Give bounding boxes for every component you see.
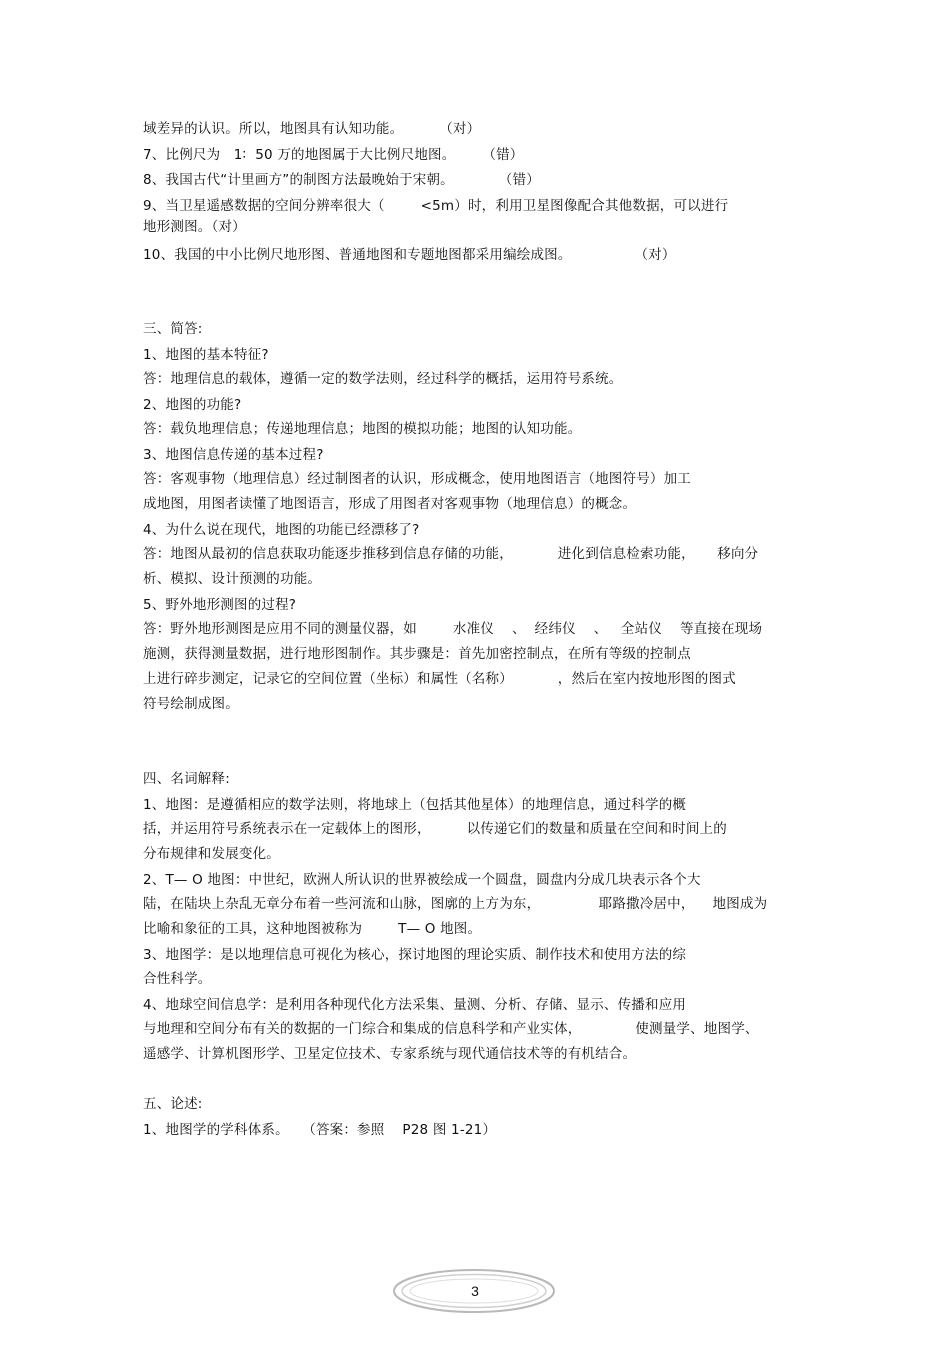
answer: 成地图，用图者读懂了地图语言，形成了用图者对客观事物（地理信息）的概念。 (143, 496, 637, 512)
section-heading: 四、名词解释: (143, 771, 230, 787)
answer: 答：地理信息的载体，遵循一定的数学法则，经过科学的概括，运用符号系统。 (143, 371, 623, 387)
text-line: 10、我国的中小比例尺地形图、普通地图和专题地图都采用编绘成图。 （对） (143, 247, 676, 263)
answer: 答：客观事物（地理信息）经过制图者的认识，形成概念，使用地图语言（地图符号）加工 (143, 471, 691, 487)
text-line: 8、我国古代“计里画方”的制图方法最晚始于宋朝。 （错） (143, 172, 540, 188)
term-definition: 陆，在陆块上杂乱无章分布着一些河流和山脉，图廓的上方为东， 耶路撒冷居中， 地图成为 (143, 896, 768, 912)
answer: 符号绘制成图。 (143, 696, 239, 712)
section-heading: 五、论述: (143, 1096, 203, 1112)
answer: 析、模拟、设计预测的功能。 (143, 571, 322, 587)
question: 2、地图的功能? (143, 397, 242, 413)
answer: 上进行碎步测定，记录它的空间位置（坐标）和属性（名称） ，然后在室内按地形图的图式 (143, 671, 736, 687)
question: 3、地图信息传递的基本过程? (143, 447, 324, 463)
term-definition: 1、地图：是遵循相应的数学法则，将地球上（包括其他星体）的地理信息，通过科学的概 (143, 797, 687, 813)
term-definition: 3、地图学：是以地理信息可视化为核心，探讨地图的理论实质、制作技术和使用方法的综 (143, 947, 687, 963)
term-definition: 2、T— O 地图：中世纪，欧洲人所认识的世界被绘成一个圆盘，圆盘内分成几块表示各个大 (143, 872, 701, 888)
term-definition: 4、地球空间信息学：是利用各种现代化方法采集、量测、分析、存储、显示、传播和应用 (143, 997, 687, 1013)
term-definition: 合性科学。 (143, 971, 212, 987)
question: 1、地图的基本特征? (143, 347, 269, 363)
question: 4、为什么说在现代，地图的功能已经漂移了? (143, 522, 420, 538)
essay-question: 1、地图学的学科体系。 （答案：参照 P28 图 1-21） (143, 1122, 497, 1138)
answer: 答：载负地理信息；传递地理信息；地图的模拟功能；地图的认知功能。 (143, 421, 582, 437)
question: 5、野外地形测图的过程? (143, 597, 297, 613)
section-heading: 三、简答: (143, 321, 203, 337)
answer: 施测，获得测量数据，进行地形图制作。其步骤是：首先加密控制点，在所有等级的控制点 (143, 646, 691, 662)
term-definition: 与地理和空间分布有关的数据的一门综合和集成的信息科学和产业实体， 使测量学、地图学、 (143, 1021, 759, 1037)
text-line: 地形测图。（对） (143, 219, 246, 235)
text-line: 7、比例尺为 1∶ 50 万的地图属于大比例尺地图。 （错） (143, 147, 524, 163)
text-line: 域差异的认识。所以，地图具有认知功能。 （对） (143, 121, 481, 137)
term-definition: 分布规律和发展变化。 (143, 846, 280, 862)
answer: 答：地图从最初的信息获取功能逐步推移到信息存储的功能， 进化到信息检索功能， 移向分 (143, 546, 759, 562)
term-definition: 比喻和象征的工具，这种地图被称为 T— O 地图。 (143, 921, 482, 937)
page-number: 3 (471, 1283, 479, 1299)
term-definition: 遥感学、计算机图形学、卫星定位技术、专家系统与现代通信技术等的有机结合。 (143, 1046, 637, 1062)
term-definition: 括，并运用符号系统表示在一定载体上的图形， 以传递它们的数量和质量在空间和时间上的 (143, 821, 727, 837)
text-line: 9、当卫星遥感数据的空间分辨率很大（ <5m）时，利用卫星图像配合其他数据，可以进行 (143, 198, 729, 214)
answer: 答：野外地形测图是应用不同的测量仪器，如 水准仪 、 经纬仪 、 全站仪 等直接在现场 (143, 621, 763, 637)
